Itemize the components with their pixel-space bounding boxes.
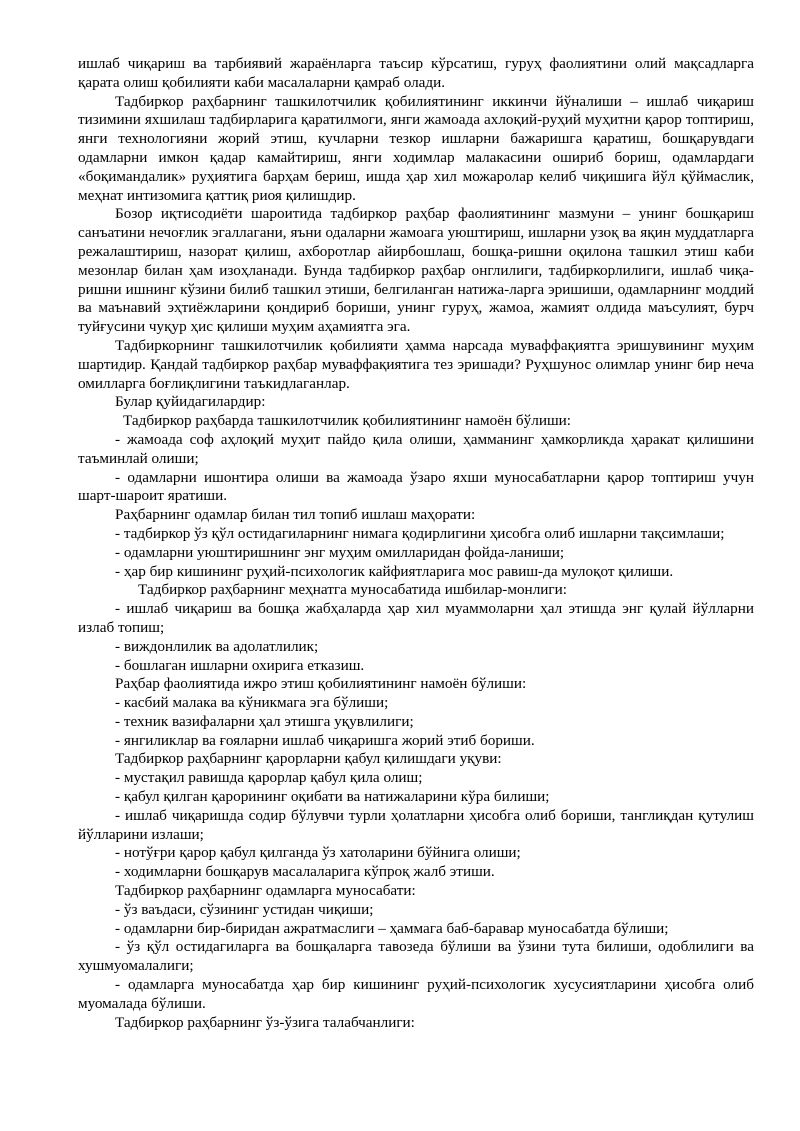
paragraph-market-economy: Бозор иқтисодиёти шароитида тадбиркор раҳбар фаолиятининг мазмуни – унинг бошқариш санъатини нечоғлик эгаллагани, яъни одаларни жамоага уюштириш, ишларни узоқ ва яқин муддатларга режалаштириш, назорат қилиш, ахборотлар айирбошлаш, бошқа-ришни оқилона ташкил этиш каби мезонлар билан ҳам изоҳланади. Бунда тадбиркор раҳбар онглилиги, тадбиркорлилиги, ишлаб чиқа-ришни ишнинг кўзини билиб ташкил этиши, белгиланган натижа-ларга эришиши, одамларнинг моддий ва маънавий эҳтиёжларини қондириб бориши, унинг гуруҳ, жамоа, жамият олдида маъсулият, бурч туйғусини чуқур ҳис қилиши муҳим аҳамиятга эга. xyxy=(78,205,754,336)
list-item: - одамларни ишонтира олиши ва жамоада ўзаро яхши муносабатларни қарор топтириш учун шарт-шароит яратиши. xyxy=(78,468,754,505)
list-item: - виждонлилик ва адолатлилик; xyxy=(115,637,319,655)
section-heading-communication: Раҳбарнинг одамлар билан тил топиб ишлаш маҳорати: xyxy=(115,506,476,524)
list-item: - одамларга муносабатда ҳар бир кишининг руҳий-психологик хусусиятларини ҳисобга олиб муомалада бўлиши. xyxy=(78,976,754,1012)
document-page xyxy=(78,55,754,1032)
paragraph-continuation: ишлаб чиқариш ва тарбиявий жараёнларга таъсир кўрсатиш, гуруҳ фаолиятини олий мақсадларга қарата олиш қобилияти каби масалаларни қамраб олади. xyxy=(78,55,754,91)
list-item: - ўз ваъдаси, сўзининг устидан чиқиши; xyxy=(115,900,374,918)
list-item: - ўз қўл остидагиларга ва бошқаларга тавозеда бўлиши ва ўзини тута билиши, одоблилиги ва хушмуомалалиги; xyxy=(78,938,754,975)
list-item: - одамларни бир-биридан ажратмаслиги – ҳаммага баб-баравар муносабатда бўлиши; xyxy=(115,919,669,937)
list-item: - нотўғри қарор қабул қилганда ўз хатоларини бўйнига олиши; xyxy=(115,844,521,862)
section-heading-work-attitude: Тадбиркор раҳбарнинг меҳнатга муносабатида ишбилар-монлиги: xyxy=(138,581,567,599)
list-item: - ишлаб чиқаришда содир бўлувчи турли ҳолатларни ҳисобга олиб бориши, танглиқдан қутулиш йўлларини излаши; xyxy=(78,806,754,843)
section-heading-organizational: Тадбиркор раҳбарда ташкилотчилик қобилиятининг намоён бўлиши: xyxy=(123,412,571,430)
section-heading-self-demand: Тадбиркор раҳбарнинг ўз-ўзига талабчанлиги: xyxy=(115,1013,415,1031)
paragraph-organizational-second-direction: Тадбиркор раҳбарнинг ташкилотчилик қобилиятининг иккинчи йўналиши – ишлаб чиқариш тизимини яхшилаш тадбирларига қаратилмоги, янги жамоада ахлоқий-руҳий муҳитни қарор топтириш, янги технологияни жорий этиш, кучларни тезкор ишларни бажаришга қаратиш, бошқарувдаги одамларни имкон қадар камайтириш, янги ходимлар малакасини ошириб бориш, одамлардаги «боқимандалик» руҳиятига барҳам бериш, ишда ҳар хил можаролар келиб чиқишига йўл қўймаслик, меҳнат интизомига қаттиқ риоя қилишдир. xyxy=(78,92,754,204)
list-item: - жамоада соф аҳлоқий муҳит пайдо қила олиши, ҳамманинг ҳамкорликда ҳаракат қилишини таъминлай олиши; xyxy=(78,430,754,467)
list-item: - бошлаган ишларни охирига етказиш. xyxy=(115,656,365,674)
list-item: - мустақил равишда қарорлар қабул қила олиш; xyxy=(115,769,423,787)
paragraph-list-intro: Булар қуйидагилардир: xyxy=(115,393,266,411)
section-heading-execution: Раҳбар фаолиятида ижро этиш қобилиятининг намоён бўлиши: xyxy=(115,675,527,693)
list-item: - ходимларни бошқарув масалаларига кўпроқ жалб этиши. xyxy=(115,863,495,881)
paragraph-success-condition: Тадбиркорнинг ташкилотчилик қобилияти ҳамма нарсада муваффақиятга эришувининг муҳим шартидир. Қандай тадбиркор раҳбар муваффақиятига тез эришади? Руҳшунос олимлар унинг бир неча омилларга боғлиқлигини таъкидлаганлар. xyxy=(78,336,754,392)
list-item: - тадбиркор ўз қўл остидагиларнинг нимага қодирлигини ҳисобга олиб ишларни тақсимлаши; xyxy=(115,524,725,542)
section-heading-decisions: Тадбиркор раҳбарнинг қарорларни қабул қилишдаги уқуви: xyxy=(115,750,502,768)
list-item: - касбий малака ва кўникмага эга бўлиши; xyxy=(115,694,389,712)
list-item: - қабул қилган қарорининг оқибати ва натижаларини кўра билиши; xyxy=(115,788,550,806)
section-heading-attitude-to-people: Тадбиркор раҳбарнинг одамларга муносабати: xyxy=(115,882,416,900)
list-item: - одамларни уюштиришнинг энг муҳим омилларидан фойда-ланиши; xyxy=(115,543,565,561)
list-item: - ҳар бир кишининг руҳий-психологик кайфиятларига мос равиш-да мулоқот қилиши. xyxy=(115,562,674,580)
list-item: - янгиликлар ва ғояларни ишлаб чиқаришга жорий этиб бориши. xyxy=(115,731,535,749)
list-item: - техник вазифаларни ҳал этишга уқувлилиги; xyxy=(115,712,414,730)
list-item: - ишлаб чиқариш ва бошқа жабҳаларда ҳар хил муаммоларни ҳал этишда энг қулай йўлларни излаб топиш; xyxy=(78,600,754,636)
